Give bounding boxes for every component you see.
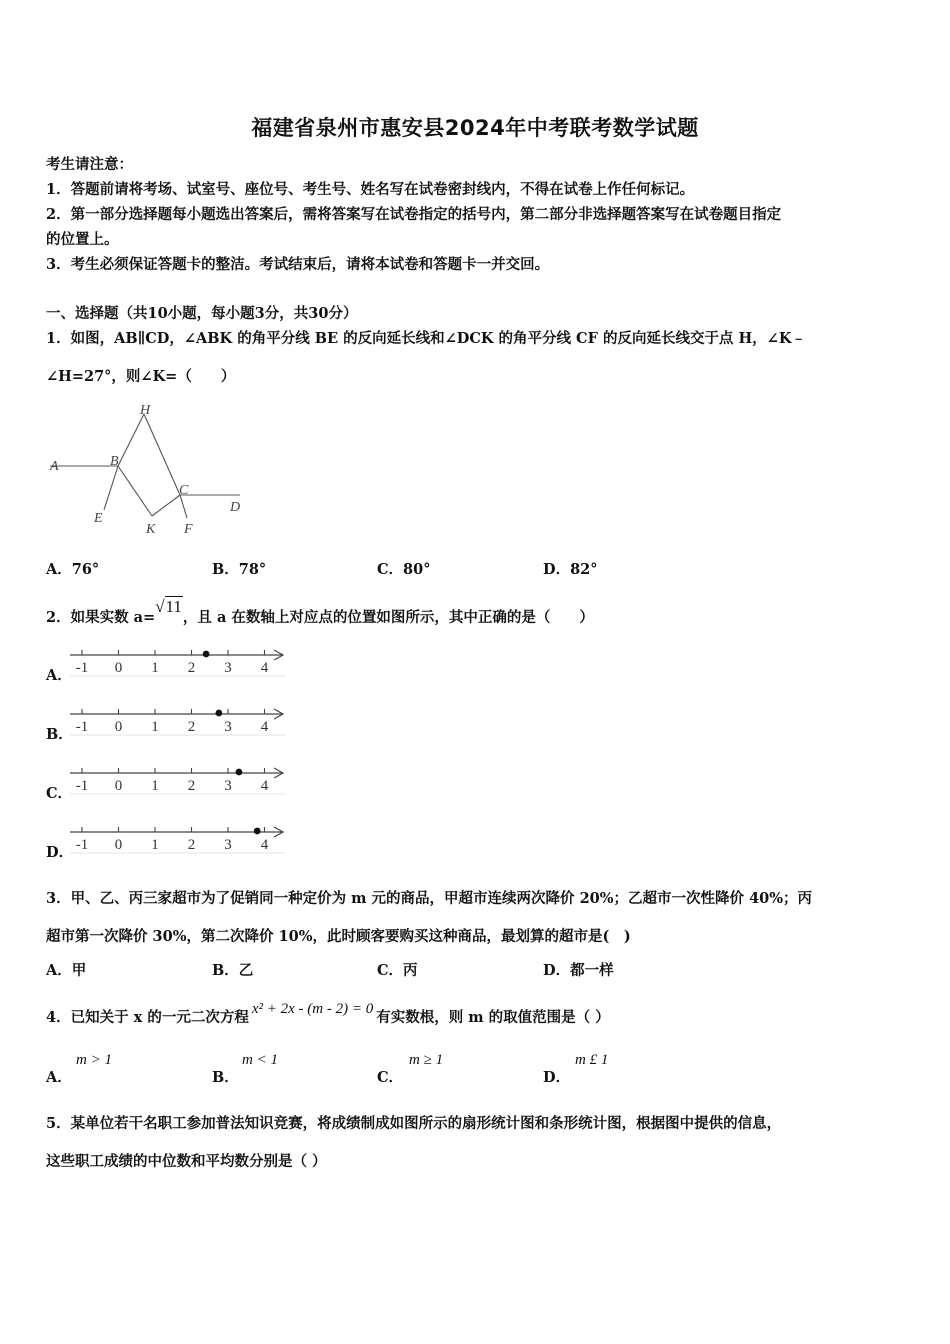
point-a bbox=[203, 651, 210, 658]
q2-text bbox=[46, 597, 594, 627]
tick-label: -1 bbox=[75, 719, 89, 735]
tick-label: 0 bbox=[114, 719, 123, 735]
q4-equation: x² + 2x - (m - 2) = 0 bbox=[251, 1001, 374, 1017]
q2-suffix: ，且 a 在数轴上对应点的位置如图所示，其中正确的是（ ） bbox=[182, 609, 594, 626]
q2-option-a-label: A． bbox=[46, 667, 72, 684]
tick-label: -1 bbox=[75, 837, 89, 853]
tick-label: 2 bbox=[187, 719, 196, 735]
q4-option-b-math: m < 1 bbox=[242, 1052, 278, 1068]
page-title: 福建省泉州市惠安县2024年中考联考数学试题 bbox=[251, 116, 699, 140]
q1-text-line-1: 1．如图，AB∥CD，∠ABK 的角平分线 BE 的反向延长线和∠DCK 的角平分线 CF 的反向延长线交于点 H，∠K﹣ bbox=[46, 330, 806, 347]
q4-option-d-label: D． bbox=[543, 1069, 571, 1086]
label-h: H bbox=[140, 403, 151, 418]
q4-option-c-math: m ≥ 1 bbox=[409, 1052, 444, 1068]
tick-label: 1 bbox=[151, 778, 159, 794]
tick-label: 4 bbox=[260, 837, 269, 853]
tick-label: 4 bbox=[260, 778, 269, 794]
q4-suffix: 有实数根，则 m 的取值范围是（ ） bbox=[376, 1009, 610, 1026]
q5-text-line-1: 5．某单位若干名职工参加普法知识竞赛，将成绩制成如图所示的扇形统计图和条形统计图，根据图中提供的信息， bbox=[46, 1115, 782, 1132]
q2-number-line-a bbox=[68, 643, 290, 677]
q3-text-line-2: 超市第一次降价 30%，第二次降价 10%，此时顾客要购买这种商品，最划算的超市是( ) bbox=[46, 928, 631, 945]
point-a bbox=[254, 828, 261, 835]
tick-label: 4 bbox=[260, 660, 269, 676]
label-a: A bbox=[50, 459, 59, 474]
line-be bbox=[104, 466, 118, 510]
q3-option-c: C．丙 bbox=[377, 962, 418, 979]
line-hb bbox=[118, 414, 144, 466]
q4-option-d-math: m £ 1 bbox=[575, 1052, 609, 1068]
q4-option-b-label: B． bbox=[212, 1069, 239, 1086]
q2-number-line-b bbox=[68, 702, 290, 736]
notice-line-2b: 的位置上。 bbox=[46, 231, 119, 248]
label-f: F bbox=[184, 522, 193, 537]
q2-option-d-label: D． bbox=[46, 844, 74, 861]
line-bk bbox=[118, 466, 152, 516]
q2-number-line-d bbox=[68, 820, 290, 854]
tick-label: 1 bbox=[151, 660, 159, 676]
q5-text-line-2: 这些职工成绩的中位数和平均数分别是（ ） bbox=[46, 1153, 327, 1170]
q4-option-c-label: C． bbox=[377, 1069, 404, 1086]
tick-label: 0 bbox=[114, 778, 123, 794]
notice-line-3: 3．考生必须保证答题卡的整洁。考试结束后，请将本试卷和答题卡一并交回。 bbox=[46, 256, 550, 273]
q2-radicand: 11 bbox=[165, 597, 182, 616]
tick-label: 3 bbox=[224, 719, 232, 735]
tick-label: -1 bbox=[75, 778, 89, 794]
line-cf bbox=[180, 495, 187, 518]
q2-prefix: 2．如果实数 a= bbox=[46, 609, 156, 626]
label-k: K bbox=[146, 522, 156, 537]
point-a bbox=[236, 769, 243, 776]
notice-heading: 考生请注意： bbox=[46, 156, 133, 173]
q2-option-c-label: C． bbox=[46, 785, 73, 802]
q4-option-a-label: A． bbox=[46, 1069, 72, 1086]
notice-line-2a: 2．第一部分选择题每小题选出答案后，需将答案写在试卷指定的括号内，第二部分非选择题答案写在试卷题目指定 bbox=[46, 206, 782, 223]
tick-label: 0 bbox=[114, 660, 123, 676]
tick-label: 4 bbox=[260, 719, 269, 735]
label-e: E bbox=[94, 511, 103, 526]
notice-line-1: 1．答题前请将考场、试室号、座位号、考生号、姓名写在试卷密封线内，不得在试卷上作任何标记。 bbox=[46, 181, 695, 198]
tick-label: 3 bbox=[224, 778, 232, 794]
q2-number-line-c bbox=[68, 761, 290, 795]
label-b: B bbox=[110, 454, 119, 469]
q3-option-a: A．甲 bbox=[46, 962, 87, 979]
tick-label: 1 bbox=[151, 837, 159, 853]
q4-option-a-math: m > 1 bbox=[76, 1052, 112, 1068]
q3-option-d: D．都一样 bbox=[543, 962, 614, 979]
label-d: D bbox=[230, 500, 241, 515]
line-hc bbox=[144, 414, 180, 495]
sqrt-sign: √ bbox=[155, 597, 165, 616]
q1-option-c: C．80° bbox=[377, 561, 431, 578]
q1-option-a: A．76° bbox=[46, 561, 100, 578]
q3-text-line-1: 3．甲、乙、丙三家超市为了促销同一种定价为 m 元的商品，甲超市连续两次降价 20%；乙超市一次性降价 40%；丙 bbox=[46, 890, 813, 907]
point-a bbox=[215, 710, 222, 717]
tick-label: 2 bbox=[187, 778, 196, 794]
tick-label: 1 bbox=[151, 719, 159, 735]
section-heading: 一、选择题（共10小题，每小题3分，共30分） bbox=[46, 305, 358, 322]
q2-sqrt bbox=[155, 597, 183, 616]
tick-label: 0 bbox=[114, 837, 123, 853]
q1-option-d: D．82° bbox=[543, 561, 598, 578]
q2-option-b-label: B． bbox=[46, 726, 73, 743]
tick-label: 3 bbox=[224, 837, 232, 853]
label-c: C bbox=[179, 483, 189, 498]
q4-text bbox=[46, 1001, 610, 1027]
q1-text-line-2: ∠H=27°，则∠K=（ ） bbox=[46, 368, 236, 385]
q1-option-b: B．78° bbox=[212, 561, 267, 578]
tick-label: -1 bbox=[75, 660, 89, 676]
q4-prefix: 4．已知关于 x 的一元二次方程 bbox=[46, 1009, 249, 1026]
q1-geometry-figure bbox=[40, 398, 250, 540]
q3-option-b: B．乙 bbox=[212, 962, 254, 979]
line-kc bbox=[152, 495, 180, 516]
tick-label: 2 bbox=[187, 660, 196, 676]
tick-label: 3 bbox=[224, 660, 232, 676]
tick-label: 2 bbox=[187, 837, 196, 853]
